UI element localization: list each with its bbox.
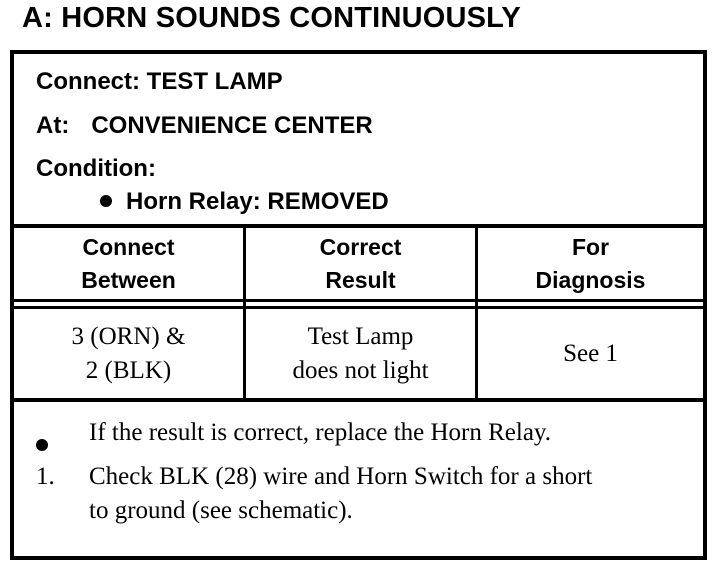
at-line [36,112,373,140]
header-text: Diagnosis [535,266,646,293]
page-title: A: HORN SOUNDS CONTINUOUSLY [22,2,521,34]
cell-correct-result [246,309,475,398]
note-marker [36,427,48,461]
header-text: For [571,233,610,260]
bullet-icon [100,195,112,207]
header-text: Correct [319,233,402,260]
note-number: 1. [36,463,55,490]
header-correct-result [246,228,475,299]
header-for-diagnosis [478,228,703,299]
diagnostic-frame [10,50,707,560]
condition-item [100,188,389,216]
header-connect-between [14,228,243,299]
cell-text: Test Lamp [307,322,414,350]
cell-text: 3 (ORN) & [71,322,186,350]
at-value: CONVENIENCE CENTER [91,112,373,139]
note-text: If the result is correct, replace the Horn Relay. [89,419,552,446]
note-line: Check BLK (28) wire and Horn Switch for a short [89,463,593,490]
header-double-rule [14,299,703,302]
note-text [89,460,699,528]
divider [14,398,703,402]
header-text: Between [81,266,176,293]
cell-text: See 1 [563,339,618,367]
bullet-icon [36,439,48,451]
header-text: Result [325,266,396,293]
condition-text: Horn Relay: REMOVED [126,188,389,215]
cell-for-diagnosis [478,309,703,398]
note-line: to ground (see schematic). [89,497,353,524]
cell-connect-between [14,309,243,398]
at-label: At: [36,112,70,139]
cell-text: 2 (BLK) [85,356,172,384]
test-setup [14,54,703,224]
header-text: Connect [82,233,175,260]
cell-text: does not light [292,356,429,384]
connect-line: Connect: TEST LAMP [36,68,283,95]
condition-label: Condition: [36,155,156,182]
